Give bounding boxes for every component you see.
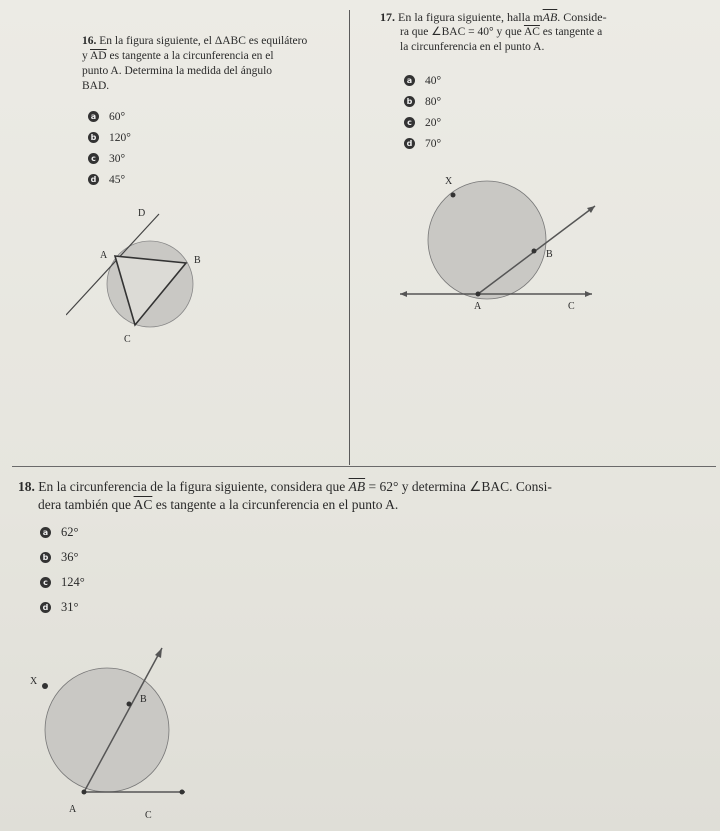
label-c: C (145, 810, 152, 821)
option-letter-badge: b (404, 96, 415, 107)
point-a (82, 790, 87, 795)
option-d[interactable] (40, 595, 85, 620)
option-text: 40° (425, 74, 442, 87)
option-letter-badge: c (88, 153, 99, 164)
question-text: En la figura siguiente, halla m (398, 10, 543, 24)
question-18 (18, 478, 708, 514)
option-text: 20° (425, 116, 442, 129)
option-d[interactable] (88, 169, 131, 190)
option-text: 60° (109, 110, 126, 123)
q16-options (88, 106, 131, 190)
label-b: B (546, 249, 553, 260)
segment-label: $\overline{AC}$ (133, 497, 153, 512)
question-text: es tangente a (539, 26, 603, 38)
option-text: 62° (61, 525, 79, 539)
segment-label: $\overline{AD}$ (90, 50, 107, 62)
q18-options (40, 520, 85, 620)
question-text: dera también que (38, 497, 134, 512)
option-b[interactable] (40, 545, 85, 570)
option-letter-badge: c (40, 577, 51, 588)
point-x (42, 683, 48, 689)
question-text: la circunferencia en el punto A. (400, 41, 545, 53)
q17-figure (392, 170, 612, 320)
option-b[interactable] (88, 127, 131, 148)
option-c[interactable] (40, 570, 85, 595)
q16-figure (66, 200, 216, 350)
point-x (451, 193, 456, 198)
circle-shape (428, 181, 546, 299)
option-text: 120° (109, 131, 131, 144)
question-17 (380, 10, 710, 55)
question-number: 17. (380, 10, 395, 24)
option-letter-badge: a (88, 111, 99, 122)
option-letter-badge: b (88, 132, 99, 143)
label-a: A (474, 301, 482, 312)
arrow-head (585, 291, 592, 297)
question-text: ra que ∠BAC = 40° y que (400, 26, 524, 38)
label-c: C (124, 334, 131, 345)
arc-label: $\overline{AB}$ (542, 10, 558, 24)
label-d: D (138, 208, 146, 219)
option-text: 30° (109, 152, 126, 165)
option-text: 70° (425, 137, 442, 150)
label-a: A (100, 250, 108, 261)
question-text: es tangente a la circunferencia en el (106, 50, 274, 62)
point-c-end (180, 790, 185, 795)
point-a (476, 292, 481, 297)
question-text: . Conside- (557, 10, 607, 24)
option-letter-badge: a (404, 75, 415, 86)
option-letter-badge: a (40, 527, 51, 538)
option-a[interactable] (88, 106, 131, 127)
question-text: En la figura siguiente, el ΔABC es equilátero (99, 35, 308, 47)
q18-figure (22, 640, 222, 825)
option-letter-badge: d (404, 138, 415, 149)
question-text: punto A. Determina la medida del ángulo (82, 65, 273, 77)
question-16 (82, 34, 344, 94)
question-number: 16. (82, 35, 97, 47)
point-b (532, 249, 537, 254)
label-x: X (445, 176, 453, 187)
arrow-head (155, 648, 162, 658)
option-a[interactable] (404, 70, 441, 91)
question-text: En la circunferencia de la figura siguiente, considera que (38, 479, 349, 494)
point-b (127, 702, 132, 707)
circle-shape (45, 668, 169, 792)
arrow-head (400, 291, 407, 297)
option-text: 80° (425, 95, 442, 108)
question-text: = 62° y determina ∠BAC. Consi- (365, 479, 552, 494)
option-letter-badge: c (404, 117, 415, 128)
option-b[interactable] (404, 91, 441, 112)
option-text: 45° (109, 173, 126, 186)
option-text: 36° (61, 550, 79, 564)
section-divider (12, 466, 716, 467)
label-b: B (140, 694, 147, 705)
label-a: A (69, 804, 77, 815)
question-text: BAD. (82, 80, 110, 92)
q17-options (404, 70, 441, 154)
segment-label: $\overline{AC}$ (523, 26, 540, 38)
option-text: 31° (61, 600, 79, 614)
option-letter-badge: d (40, 602, 51, 613)
option-c[interactable] (88, 148, 131, 169)
label-b: B (194, 255, 201, 266)
question-text: es tangente a la circunferencia en el punto A. (152, 497, 399, 512)
option-letter-badge: b (40, 552, 51, 563)
question-text: y (82, 50, 90, 62)
label-x: X (30, 676, 38, 687)
question-number: 18. (18, 479, 35, 494)
option-letter-badge: d (88, 174, 99, 185)
column-divider (349, 10, 350, 465)
arc-label: $\overline{AB}$ (348, 479, 366, 494)
option-text: 124° (61, 575, 85, 589)
option-c[interactable] (404, 112, 441, 133)
option-d[interactable] (404, 133, 441, 154)
label-c: C (568, 301, 575, 312)
option-a[interactable] (40, 520, 85, 545)
